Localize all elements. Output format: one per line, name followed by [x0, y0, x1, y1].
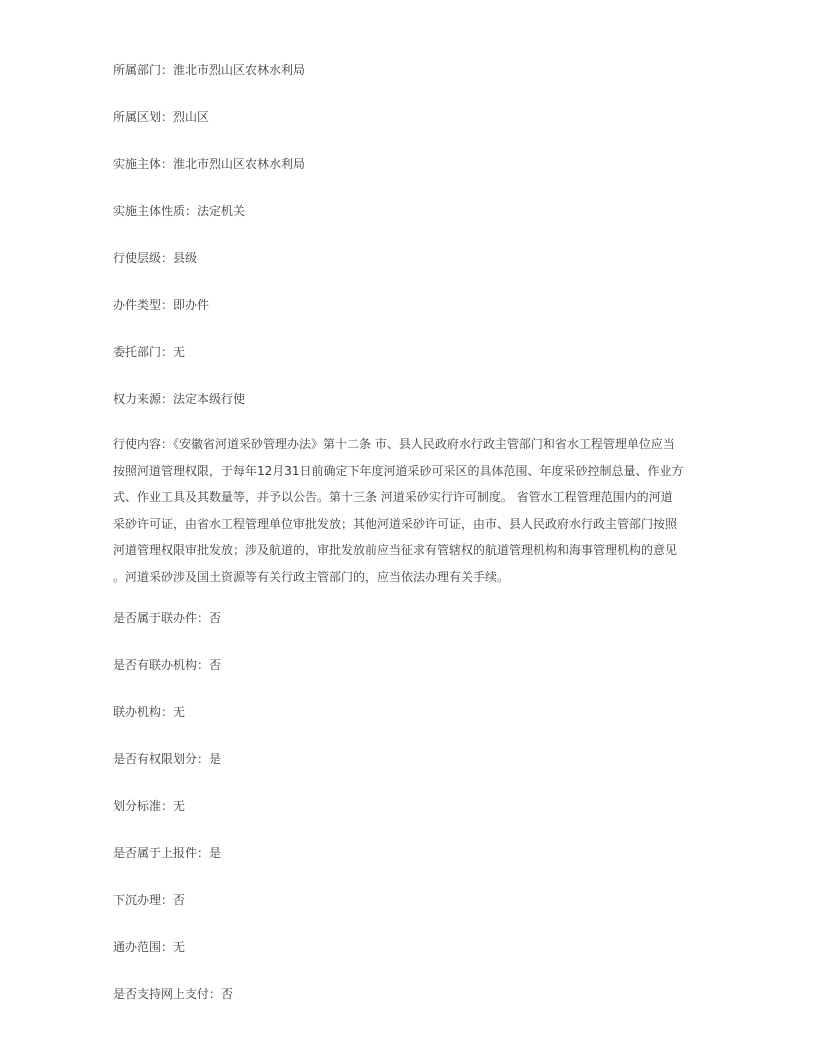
content-line: 行使内容：《安徽省河道采砂管理办法》第十二条 市、县人民政府水行政主管部门和省水工程管理单位应当: [113, 437, 675, 451]
field-body-nature: 实施主体性质：法定机关: [113, 204, 246, 218]
field-joint-case: 是否属于联办件：否: [113, 611, 222, 625]
field-content-paragraph: [113, 435, 693, 595]
content-line: 。河道采砂涉及国土资源等有关行政主管部门的，应当依法办理有关手续。: [113, 569, 510, 584]
field-implementing-body: 实施主体：淮北市烈山区农林水利局: [113, 157, 306, 171]
field-department: 所属部门：淮北市烈山区农林水利局: [113, 63, 306, 77]
field-division-standard: 划分标准：无: [113, 799, 186, 813]
content-line: 式、作业工具及其数量等，并予以公告。第十三条 河道采砂实行许可制度。 省管水工程管理范围内的河道: [113, 490, 673, 505]
content-line: 采砂许可证，由省水工程管理单位审批发放；其他河道采砂许可证，由市、县人民政府水行政主管部门按照: [113, 516, 678, 531]
field-joint-agency: 联办机构：无: [113, 705, 186, 719]
field-online-payment: 是否支持网上支付：否: [113, 987, 234, 1001]
field-has-authority-division: 是否有权限划分：是: [113, 752, 222, 766]
field-has-joint-agency: 是否有联办机构：否: [113, 658, 222, 672]
content-line: 按照河道管理权限，于每年12月31日前确定下年度河道采砂可采区的具体范围、年度采砂控制总量、作业方: [113, 463, 684, 478]
field-case-type: 办件类型：即办件: [113, 298, 210, 312]
field-universal-scope: 通办范围：无: [113, 940, 186, 954]
field-region: 所属区划：烈山区: [113, 110, 210, 124]
field-report-case: 是否属于上报件：是: [113, 846, 222, 860]
field-power-source: 权力来源：法定本级行使: [113, 392, 246, 406]
content-line: 河道管理权限审批发放；涉及航道的，审批发放前应当征求有管辖权的航道管理机构和海事管理机构的意见: [113, 543, 678, 558]
field-entrusted-department: 委托部门：无: [113, 345, 186, 359]
field-level: 行使层级：县级: [113, 251, 198, 265]
field-delegated-handling: 下沉办理：否: [113, 893, 186, 907]
